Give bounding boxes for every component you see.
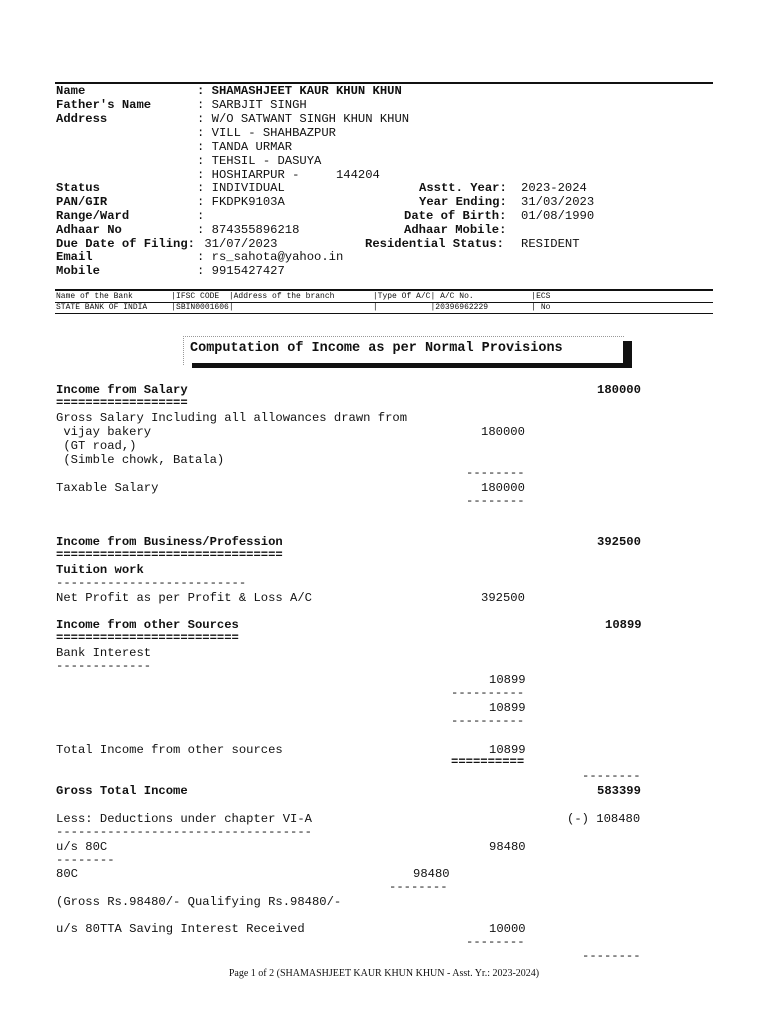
business-sub-heading: Tuition work bbox=[56, 563, 144, 577]
us80c-underline: -------- bbox=[56, 853, 115, 867]
gross-qualifying-note: (Gross Rs.98480/- Qualifying Rs.98480/- bbox=[56, 895, 342, 909]
deductions-label: Less: Deductions under chapter VI-A bbox=[56, 812, 312, 826]
residential-label: Residential Status: bbox=[365, 237, 504, 251]
gross-dash: -------- bbox=[582, 769, 641, 783]
mobile-value: : 9915427427 bbox=[197, 264, 285, 278]
employer-name: vijay bakery bbox=[56, 425, 152, 439]
page-footer: Page 1 of 2 (SHAMASHJEET KAUR KHUN KHUN - Asst. Yr.: 2023-2024) bbox=[228, 968, 540, 979]
bank-interest-underline: ------------- bbox=[56, 659, 152, 673]
asst-year-label: Asstt. Year: bbox=[419, 181, 507, 195]
business-underline: =============================== bbox=[56, 548, 283, 562]
mobile-label: Mobile bbox=[56, 264, 100, 278]
other-dash: ---------- bbox=[451, 686, 525, 700]
other-double-rule: ========== bbox=[451, 755, 525, 769]
status-label: Status bbox=[56, 181, 100, 195]
taxable-salary-label: Taxable Salary bbox=[56, 481, 159, 495]
due-date-label: Due Date of Filing: bbox=[56, 237, 195, 251]
email-value: : rs_sahota@yahoo.in bbox=[197, 250, 344, 264]
business-heading: Income from Business/Profession bbox=[56, 535, 283, 549]
due-date-value: 31/07/2023 bbox=[197, 237, 278, 251]
deductions-final-dash: -------- bbox=[582, 949, 641, 963]
business-total: 392500 bbox=[597, 535, 641, 549]
dob-value: 01/08/1990 bbox=[521, 209, 595, 223]
other-total: 10899 bbox=[605, 618, 642, 632]
bank-top-rule bbox=[55, 289, 713, 291]
address-line: : W/O SATWANT SINGH KHUN KHUN bbox=[197, 112, 410, 126]
deductions-underline: ----------------------------------- bbox=[56, 825, 312, 839]
aadhaar-label: Adhaar No bbox=[56, 223, 122, 237]
aadhaar-mobile-label: Adhaar Mobile: bbox=[404, 223, 507, 237]
us80c-value: 98480 bbox=[489, 840, 526, 854]
us80tta-dash: -------- bbox=[466, 935, 525, 949]
dob-label: Date of Birth: bbox=[404, 209, 507, 223]
bank-interest-value: 10899 bbox=[489, 673, 526, 687]
asst-year-value: 2023-2024 bbox=[521, 181, 587, 195]
email-label: Email bbox=[56, 250, 93, 264]
us80c-label: u/s 80C bbox=[56, 840, 108, 854]
address-line: : TEHSIL - DASUYA bbox=[197, 154, 322, 168]
pan-label: PAN/GIR bbox=[56, 195, 108, 209]
salary-heading: Income from Salary bbox=[56, 383, 188, 397]
gross-total-label: Gross Total Income bbox=[56, 784, 188, 798]
salary-total: 180000 bbox=[597, 383, 641, 397]
salary-dash: -------- bbox=[466, 494, 525, 508]
father-value: : SARBJIT SINGH bbox=[197, 98, 307, 112]
address-line: : VILL - SHAHBAZPUR bbox=[197, 126, 336, 140]
other-total-value: 10899 bbox=[489, 743, 526, 757]
other-dash: ---------- bbox=[451, 714, 525, 728]
us80tta-label: u/s 80TTA Saving Interest Received bbox=[56, 922, 305, 936]
bank-bottom-rule bbox=[55, 313, 713, 314]
sec80c-value: 98480 bbox=[413, 867, 450, 881]
business-sub-underline: -------------------------- bbox=[56, 576, 247, 590]
us80tta-value: 10000 bbox=[489, 922, 526, 936]
year-ending-label: Year Ending: bbox=[419, 195, 507, 209]
range-label: Range/Ward bbox=[56, 209, 130, 223]
other-heading: Income from other Sources bbox=[56, 618, 239, 632]
address-label: Address bbox=[56, 112, 108, 126]
computation-title: Computation of Income as per Normal Provisions bbox=[190, 341, 563, 356]
employer-address: (Simble chowk, Batala) bbox=[56, 453, 225, 467]
address-line: : HOSHIARPUR - 144204 bbox=[197, 168, 380, 182]
name-value: : SHAMASHJEET KAUR KHUN KHUN bbox=[197, 84, 402, 98]
name-label: Name bbox=[56, 84, 86, 98]
net-profit-value: 392500 bbox=[481, 591, 525, 605]
net-profit-label: Net Profit as per Profit & Loss A/C bbox=[56, 591, 312, 605]
year-ending-value: 31/03/2023 bbox=[521, 195, 595, 209]
bank-data-row: STATE BANK OF INDIA |SBIN0001606| | |20396962229 | No bbox=[56, 303, 551, 312]
residential-value: RESIDENT bbox=[521, 237, 580, 251]
range-value: : bbox=[197, 209, 205, 223]
sec80c-dash: -------- bbox=[389, 880, 448, 894]
employer-address: (GT road,) bbox=[56, 439, 137, 453]
aadhaar-value: : 874355896218 bbox=[197, 223, 300, 237]
salary-underline: ================== bbox=[56, 396, 188, 410]
salary-dash: -------- bbox=[466, 466, 525, 480]
status-value: : INDIVIDUAL bbox=[197, 181, 285, 195]
taxable-salary-value: 180000 bbox=[481, 481, 525, 495]
pan-value: : FKDPK9103A bbox=[197, 195, 285, 209]
father-label: Father's Name bbox=[56, 98, 152, 112]
gross-salary-value: 180000 bbox=[481, 425, 525, 439]
deductions-value: (-) 108480 bbox=[567, 812, 641, 826]
gross-total-value: 583399 bbox=[597, 784, 641, 798]
gross-salary-label: Gross Salary Including all allowances drawn from bbox=[56, 411, 408, 425]
address-line: : TANDA URMAR bbox=[197, 140, 293, 154]
sec80c-label: 80C bbox=[56, 867, 78, 881]
bank-header-row: Name of the Bank |IFSC CODE |Address of the branch |Type Of A/C| A/C No. |ECS bbox=[56, 292, 551, 301]
bank-interest-label: Bank Interest bbox=[56, 646, 152, 660]
other-underline: ========================= bbox=[56, 631, 239, 645]
other-total-label: Total Income from other sources bbox=[56, 743, 283, 757]
bank-interest-subtotal: 10899 bbox=[489, 701, 526, 715]
